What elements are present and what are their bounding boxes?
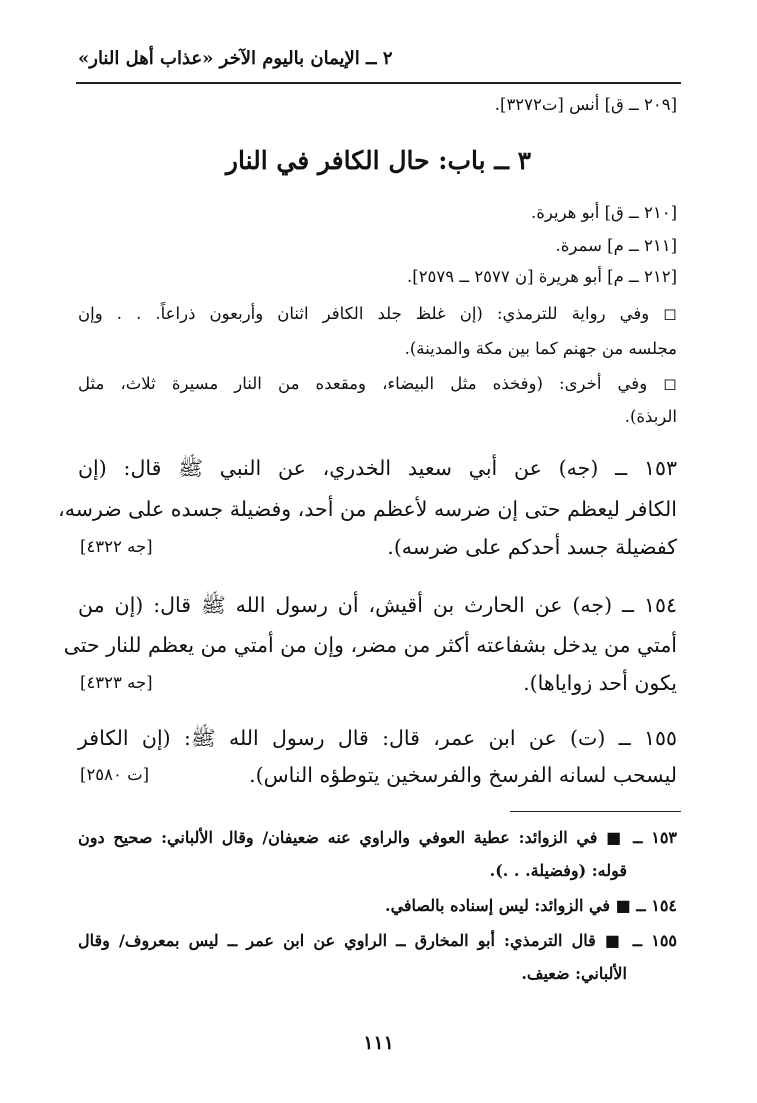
hadith-154-reference: [جه ٤٣٢٣] xyxy=(80,673,153,692)
ref-line: [٢١٢ ــ م] أبو هريرة [ن ٢٥٧٧ ــ ٢٥٧٩]. xyxy=(407,267,677,286)
hadith-155-line: ١٥٥ ــ (ت) عن ابن عمر، قال: قال رسول الله ﷺ: (إن الكافر xyxy=(78,726,677,750)
note-line: مجلسه من جهنم كما بين مكة والمدينة). xyxy=(404,339,677,358)
note-line: ◻ وفي أخرى: (وفخذه مثل البيضاء، ومقعده من النار مسيرة ثلاث، مثل xyxy=(78,374,677,393)
hadith-154-line: ١٥٤ ــ (جه) عن الحارث بن أقيش، أن رسول الله ﷺ قال: (إن من xyxy=(78,593,677,617)
hadith-155-line: ليسحب لسانه الفرسخ والفرسخين يتوطؤه الناس). xyxy=(249,763,677,787)
hadith-153-reference: [جه ٤٣٢٢] xyxy=(80,537,153,556)
footnote-153-line: قوله: (وفضيلة. . .). xyxy=(489,861,627,880)
footnote-155-line: ١٥٥ ــ ■ قال الترمذي: أبو المخارق ــ الراوي عن ابن عمر ــ ليس بمعروف/ وقال xyxy=(78,931,677,950)
chapter-title: ٣ ــ باب: حال الكافر في النار xyxy=(225,146,532,175)
hadith-154-line: يكون أحد زواياها). xyxy=(523,671,677,695)
page-number: ١١١ xyxy=(363,1032,394,1054)
note-line: ◻ وفي رواية للترمذي: (إن غلظ جلد الكافر اثنان وأربعون ذراعاً. . . وإن xyxy=(78,304,677,323)
ref-line: [٢١٠ ــ ق] أبو هريرة. xyxy=(530,203,677,222)
footnote-rule xyxy=(510,811,681,812)
footnote-155-line: الألباني: ضعيف. xyxy=(521,964,627,983)
running-head: ٢ ــ الإيمان باليوم الآخر «عذاب أهل النار» xyxy=(78,48,393,69)
footnote-154-line: ١٥٤ ــ ■ في الزوائد: ليس إسناده بالصافي. xyxy=(385,896,677,915)
ref-line: [٢١١ ــ م] سمرة. xyxy=(555,236,677,255)
hadith-153-line: ١٥٣ ــ (جه) عن أبي سعيد الخدري، عن النبي ﷺ قال: (إن xyxy=(78,456,677,480)
hadith-155-reference: [ت ٢٥٨٠] xyxy=(80,765,150,784)
footnote-153-line: ١٥٣ ــ ■ في الزوائد: عطية العوفي والراوي عنه ضعيفان/ وقال الألباني: صحيح دون xyxy=(78,828,677,847)
note-line: الربذة). xyxy=(624,407,677,426)
refs-top: [٢٠٩ ــ ق] أنس [ت٣٢٧٢]. xyxy=(494,95,677,114)
hadith-154-line: أمتي من يدخل بشفاعته أكثر من مضر، وإن من أمتي من يعظم للنار حتى xyxy=(63,633,677,657)
hadith-153-line: كفضيلة جسد أحدكم على ضرسه). xyxy=(387,535,677,559)
hadith-153-line: الكافر ليعظم حتى إن ضرسه لأعظم من أحد، وفضيلة جسده على ضرسه، xyxy=(58,497,677,521)
header-rule xyxy=(76,82,681,84)
